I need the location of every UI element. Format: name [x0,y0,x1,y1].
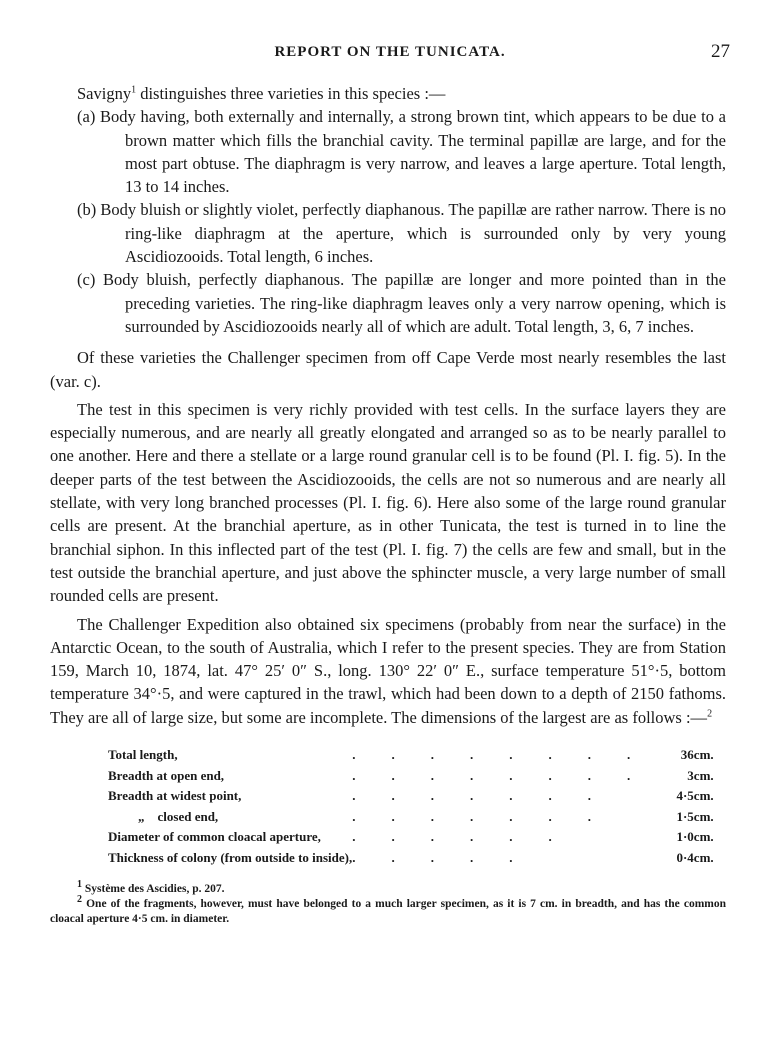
running-title: REPORT ON THE TUNICATA. [274,44,506,60]
footnote-text: One of the fragments, however, must have belonged to a much larger specimen, as it is 7 cm. in breadth, and has the common cloacal aperture 4·5 cm. in diameter. [50,898,727,926]
leader-dots: ..... [352,849,549,865]
footnote-text: Système des Ascidies, p. 207. [84,883,225,896]
table-row [108,807,726,828]
dimension-value: 1·5 [676,808,694,824]
table-row [108,745,726,766]
dimension-unit: cm. [693,788,714,804]
dimension-unit: cm. [693,747,714,763]
footnote-mark: 1 [77,879,82,891]
dimension-label-ditto [108,807,352,828]
variety-c: (c) Body bluish, perfectly diaphanous. The papillæ are longer and more pointed than in the preceding varieties. The ring-like diaphragm leaves only a very narrow opening, which is surrounded by Ascidiozooids nearly all of which are adult. Total length, 3, 6, 7 inches. [77,270,726,336]
table-row [108,786,726,807]
dimension-value: 3 [687,767,694,783]
leader-dots: ....... [352,808,627,824]
intro-paragraph [50,82,726,105]
leader-dots: ........ [352,747,667,763]
dimensions-table [108,745,726,868]
paragraph-antarctic [50,613,726,729]
footnote-2 [50,894,727,927]
leader-dots: ....... [352,788,627,804]
antarctic-text: The Challenger Expedition also obtained six specimens (probably from near the surface) in the Antarctic Ocean, to the south of Australia, which I refer to the present species. They are from Station 159, March 10, 1874, lat. 47° 25′ 0″ S., long. 130° 22′ 0″ E., surface temperature 51°·5, bottom temperature 34°·5, and were captured in the trawl, which had been down to a depth of 2150 fathoms. They are all of large size, but some are incomplete. The dimensions of the largest are as follows :— [50,614,726,727]
dimension-value: 0·4 [676,849,694,865]
dimension-label: Diameter of common cloacal aperture, [108,829,321,845]
intro-rest: distinguishes three varieties in this species :— [136,84,446,103]
paragraph-resemblance: Of these varieties the Challenger specimen from off Cape Verde most nearly resembles the last (var. c). [50,348,726,391]
table-row [108,848,726,869]
dimension-unit: cm. [693,829,714,845]
paragraph-test-cells: The test in this specimen is very richly provided with test cells. In the surface layers they are especially numerous, and are nearly all greatly elongated and arranged so as to be nearly parallel to one another. Here and there a stellate or a large round granular cell is to be found (Pl. I. fig. 5). In the deeper parts of the test between the Ascidiozooids, the cells are not so numerous and are nearly all stellate, with very long branched processes (Pl. I. fig. 6). Here also some of the large round granular cells are present. At the branchial aperture, as in other Tunicata, the test is turned in to line the branchial siphon. In this inflected part of the test (Pl. I. fig. 7) the cells are few and small, but in the test outside the branchial aperture, and just above the sphincter muscle, a very large number of small rounded cells are present. [50,399,726,606]
running-header [50,41,730,66]
dimension-label: Total length, [108,747,178,763]
table-row [108,827,726,848]
table-row [108,766,726,787]
footnote-mark: 2 [77,894,82,906]
dimension-label: Breadth at widest point, [108,788,242,804]
footnote-ref-1: 1 [131,84,137,96]
dimension-value: 1·0 [676,829,694,845]
ditto-mark: „ [138,808,145,824]
dimension-value: 36 [680,747,694,763]
leader-dots: ........ [352,767,667,783]
footnotes [50,879,727,927]
dimension-unit: cm. [693,849,714,865]
footnote-ref-2: 2 [707,708,713,720]
dimension-unit: cm. [693,808,714,824]
dimension-label: Thickness of colony (from outside to inside), [108,849,353,865]
dimension-label: Breadth at open end, [108,767,225,783]
variety-a: (a) Body having, both externally and internally, a strong brown tint, which appears to be due to a brown matter which fills the branchial cavity. The terminal papillæ are large, and for the most part obtuse. The diaphragm is very narrow, and leaves a large aperture. Total length, 13 to 14 inches. [77,107,726,197]
dimension-unit: cm. [693,767,714,783]
footnote-1 [50,879,726,897]
leader-dots: ...... [352,829,588,845]
variety-b: (b) Body bluish or slightly violet, perfectly diaphanous. The papillæ are rather narrow. There is no ring-like diaphragm at the aperture, which is surrounded only by very young Ascidiozooids. Total length, 6 inches. [77,200,726,267]
dimension-value: 4·5 [676,788,694,804]
page-body [50,82,726,927]
intro-lead: Savigny [77,84,132,103]
dimension-label: closed end, [157,808,219,824]
page-number: 27 [711,41,730,62]
